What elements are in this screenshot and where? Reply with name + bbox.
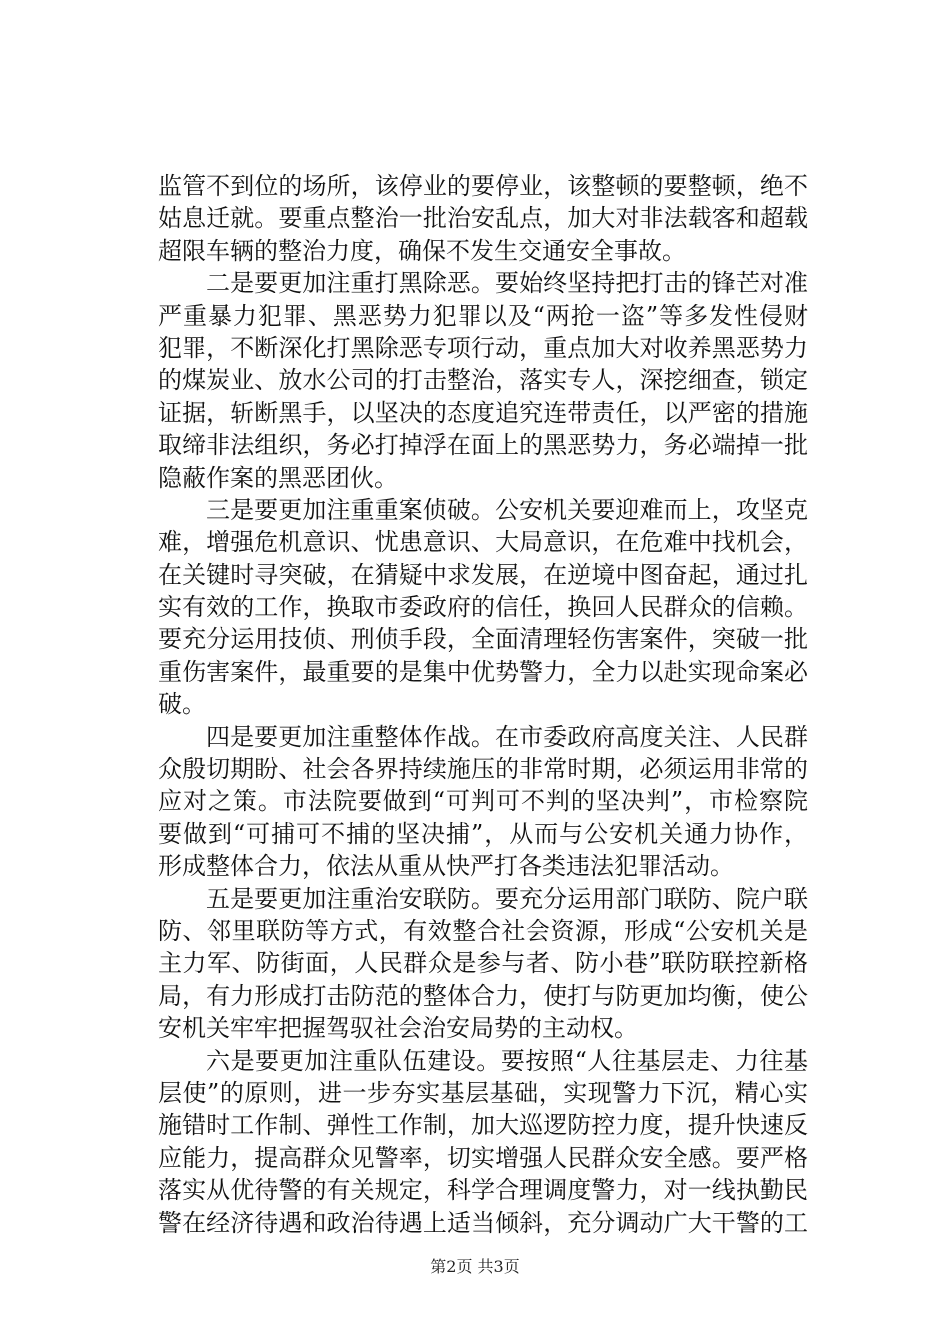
- text-line: 要做到“可捕可不捕的坚决捕”，从而与公安机关通力协作，: [158, 819, 808, 848]
- text-line: 防、邻里联防等方式，有效整合社会资源，形成“公安机关是: [158, 916, 808, 945]
- text-line: 取缔非法组织，务必打掉浮在面上的黑恶势力，务必端掉一批: [158, 431, 808, 460]
- text-line: 破。: [158, 690, 206, 719]
- text-line: 实有效的工作，换取市委政府的信任，换回人民群众的信赖。: [158, 593, 808, 622]
- text-line: 难，增强危机意识、忧患意识、大局意识，在危难中找机会，: [158, 528, 808, 557]
- paragraph-start-line: 五是要更加注重治安联防。要充分运用部门联防、院户联: [206, 884, 808, 913]
- text-line: 证据，斩断黑手，以坚决的态度追究连带责任，以严密的措施: [158, 398, 808, 427]
- text-line: 超限车辆的整治力度，确保不发生交通安全事故。: [158, 236, 686, 265]
- text-line: 形成整体合力，依法从重从快严打各类违法犯罪活动。: [158, 852, 734, 881]
- text-line: 隐蔽作案的黑恶团伙。: [158, 463, 398, 492]
- text-line: 监管不到位的场所，该停业的要停业，该整顿的要整顿，绝不: [158, 172, 808, 200]
- text-line: 局，有力形成打击防范的整体合力，使打与防更加均衡，使公: [158, 981, 808, 1010]
- text-line: 层使”的原则，进一步夯实基层基础，实现警力下沉，精心实: [158, 1078, 808, 1107]
- text-line: 警在经济待遇和政治待遇上适当倾斜，充分调动广大干警的工: [158, 1208, 808, 1237]
- body-text: [158, 170, 808, 1239]
- text-line: 众殷切期盼、社会各界持续施压的非常时期，必须运用非常的: [158, 755, 808, 784]
- paragraph-start-line: 三是要更加注重重案侦破。公安机关要迎难而上，攻坚克: [206, 495, 808, 524]
- text-line: 犯罪，不断深化打黑除恶专项行动，重点加大对收养黑恶势力: [158, 333, 808, 362]
- text-line: 落实从优待警的有关规定，科学合理调度警力，对一线执勤民: [158, 1176, 808, 1205]
- text-line: 严重暴力犯罪、黑恶势力犯罪以及“两抢一盗”等多发性侵财: [158, 301, 808, 330]
- text-line: 的煤炭业、放水公司的打击整治，落实专人，深挖细查，锁定: [158, 366, 808, 395]
- page-number-footer: 第2页 共3页: [430, 1257, 520, 1276]
- paragraph-start-line: 六是要更加注重队伍建设。要按照“人往基层走、力往基: [206, 1046, 808, 1075]
- paragraph-start-line: 二是要更加注重打黑除恶。要始终坚持把打击的锋芒对准: [206, 269, 808, 298]
- text-line: 应对之策。市法院要做到“可判可不判的坚决判”，市检察院: [158, 787, 808, 816]
- text-line: 姑息迁就。要重点整治一批治安乱点，加大对非法载客和超载: [158, 204, 808, 233]
- text-line: 在关键时寻突破，在猜疑中求发展，在逆境中图奋起，通过扎: [158, 560, 808, 589]
- text-line: 应能力，提高群众见警率，切实增强人民群众安全感。要严格: [158, 1143, 808, 1172]
- text-line: 要充分运用技侦、刑侦手段，全面清理轻伤害案件，突破一批: [158, 625, 808, 654]
- text-line: 主力军、防街面，人民群众是参与者、防小巷”联防联控新格: [158, 949, 808, 978]
- text-line: 施错时工作制、弹性工作制，加大巡逻防控力度，提升快速反: [158, 1111, 808, 1140]
- text-line: 安机关牢牢把握驾驭社会治安局势的主动权。: [158, 1014, 638, 1043]
- text-line: 重伤害案件，最重要的是集中优势警力，全力以赴实现命案必: [158, 657, 808, 686]
- paragraph-start-line: 四是要更加注重整体作战。在市委政府高度关注、人民群: [206, 722, 808, 751]
